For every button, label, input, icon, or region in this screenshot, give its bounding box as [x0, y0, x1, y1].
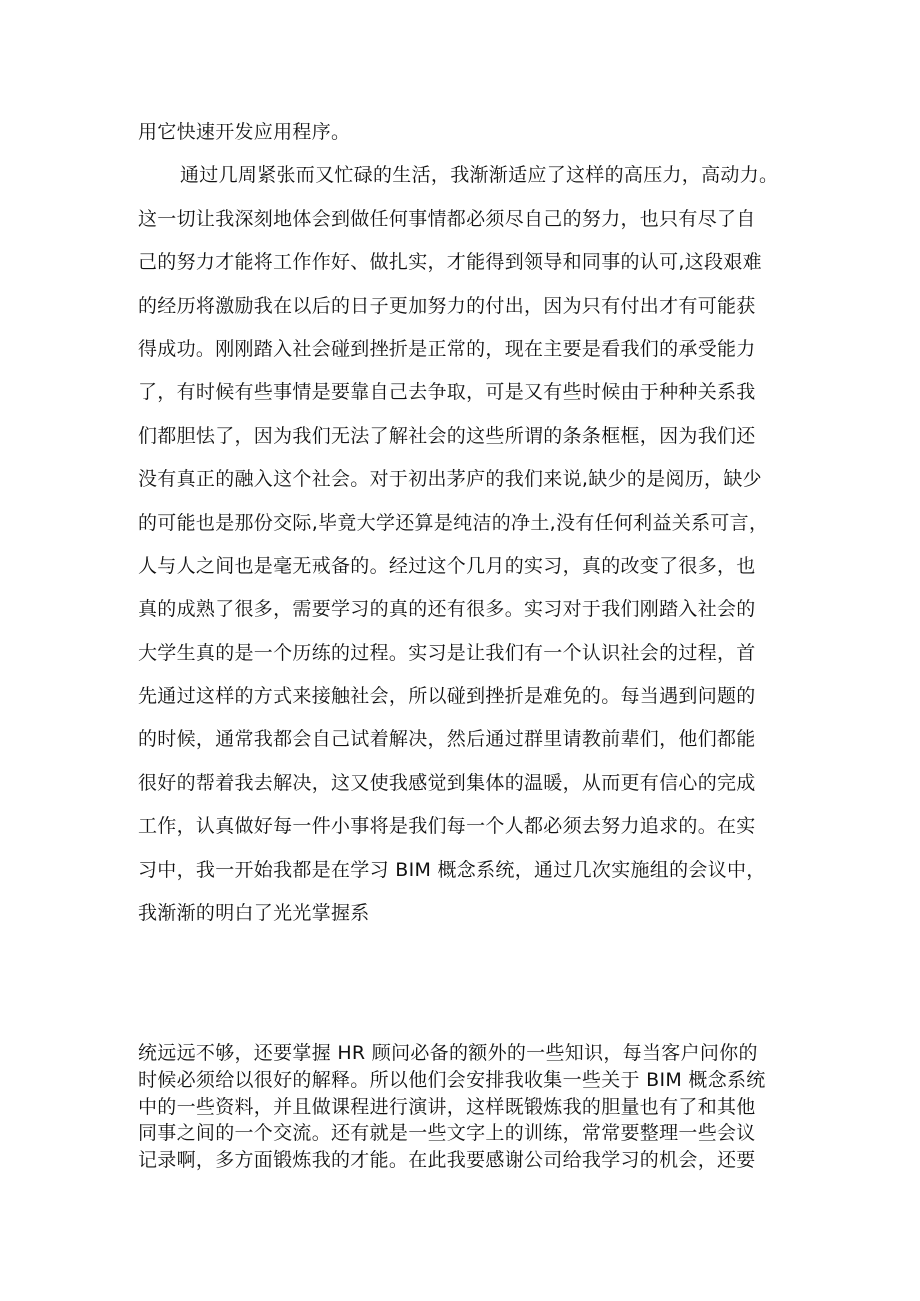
- text-line: 工作，认真做好每一件小事将是我们每一个人都必须去努力追求的。在实: [138, 815, 756, 838]
- text-line: 这一切让我深刻地体会到做任何事情都必须尽自己的努力，也只有尽了自: [138, 207, 756, 230]
- text-line: 统远远不够，还要掌握 HR 顾问必备的额外的一些知识，每当客户问你的: [138, 1042, 758, 1064]
- text-line: 己的努力才能将工作作好、做扎实，才能得到领导和同事的认可,这段艰难: [138, 251, 762, 274]
- text-line: 大学生真的是一个历练的过程。实习是让我们有一个认识社会的过程，首: [138, 641, 756, 664]
- body-text-block-compact: [138, 1040, 798, 1174]
- text-line: 了，有时候有些事情是要靠自己去争取，可是又有些时候由于种种关系我: [138, 381, 756, 404]
- text-line: 很好的帮着我去解决，这又使我感觉到集体的温暖，从而更有信心的完成: [138, 771, 756, 794]
- text-line: 先通过这样的方式来接触社会，所以碰到挫折是难免的。每当遇到问题的: [138, 685, 756, 708]
- text-line: 用它快速开发应用程序。: [138, 121, 351, 143]
- text-line: 我渐渐的明白了光光掌握系: [138, 902, 370, 925]
- text-line: 得成功。刚刚踏入社会碰到挫折是正常的，现在主要是看我们的承受能力: [138, 337, 756, 360]
- text-line: 人与人之间也是毫无戒备的。经过这个几月的实习，真的改变了很多，也: [138, 554, 756, 577]
- text-line: 同事之间的一个交流。还有就是一些文字上的训练，常常要整理一些会议: [138, 1122, 756, 1145]
- text-line: 记录啊，多方面锻炼我的才能。在此我要感谢公司给我学习的机会，还要: [138, 1149, 756, 1172]
- text-line: 的经历将激励我在以后的日子更加努力的付出，因为只有付出才有可能获: [138, 294, 756, 317]
- text-line: 们都胆怯了，因为我们无法了解社会的这些所谓的条条框框，因为我们还: [138, 424, 756, 447]
- text-line: 的可能也是那份交际,毕竟大学还算是纯洁的净土,没有任何利益关系可言，: [138, 511, 769, 534]
- text-line: 习中，我一开始我都是在学习 BIM 概念系统，通过几次实施组的会议中，: [138, 858, 766, 881]
- text-line: 时候必须给以很好的解释。所以他们会安排我收集一些关于 BIM 概念系统: [138, 1068, 766, 1091]
- text-line: 真的成熟了很多，需要学习的真的还有很多。实习对于我们刚踏入社会的: [138, 598, 756, 621]
- text-line: 中的一些资料，并且做课程进行演讲，这样既锻炼我的胆量也有了和其他: [138, 1095, 756, 1118]
- text-line: 的时候，通常我都会自己试着解决，然后通过群里请教前辈们，他们都能: [138, 728, 756, 751]
- body-text-block-spaced: [138, 111, 798, 935]
- paragraph-first-line: 通过几周紧张而又忙碌的生活，我渐渐适应了这样的高压力，高动力。: [180, 164, 779, 187]
- text-line: 没有真正的融入这个社会。对于初出茅庐的我们来说,缺少的是阅历，缺少: [138, 468, 762, 491]
